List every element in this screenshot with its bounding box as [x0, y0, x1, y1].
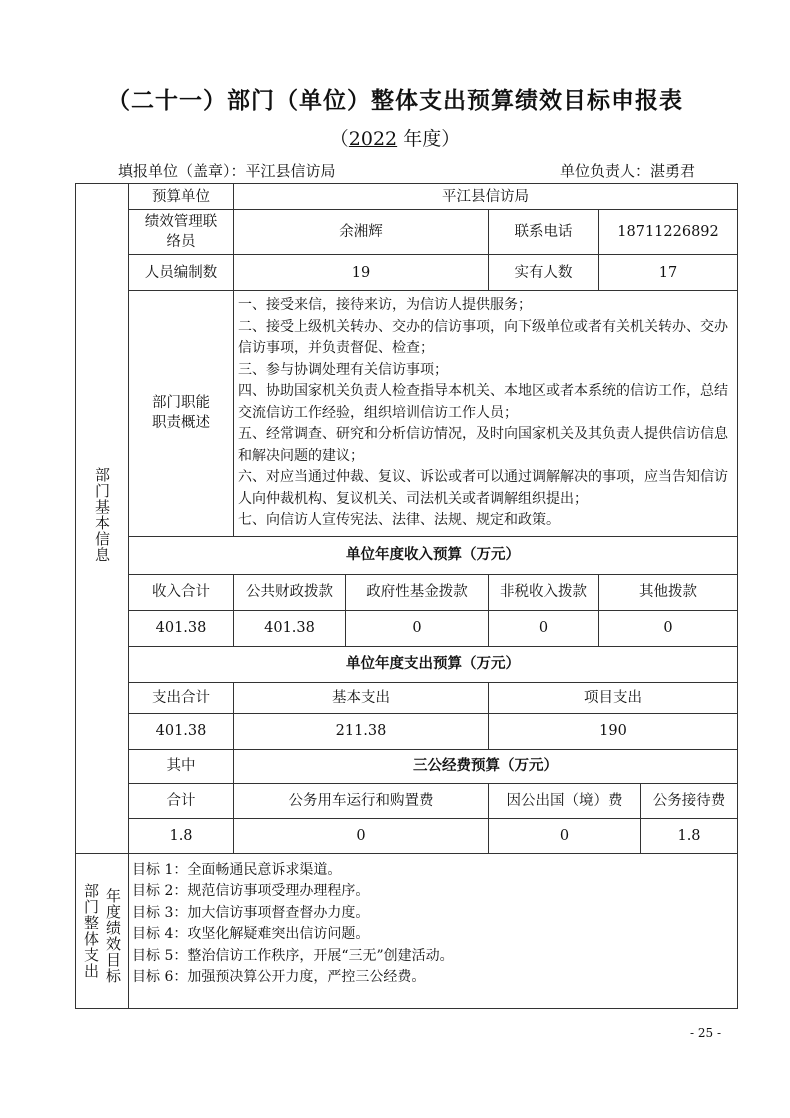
expense-label: 项目支出 [489, 682, 738, 713]
expense-label: 支出合计 [129, 682, 234, 713]
table-row [76, 783, 738, 818]
budget-table [75, 183, 738, 1009]
three-value: 1.8 [129, 818, 234, 853]
year-line [0, 124, 790, 151]
three-label: 合计 [129, 783, 234, 818]
goals-section-label [76, 853, 129, 1008]
three-value: 0 [234, 818, 489, 853]
table-row [76, 713, 738, 749]
income-value: 401.38 [129, 610, 234, 646]
page-number: - 25 - [690, 1026, 722, 1040]
among-label: 其中 [129, 749, 234, 783]
three-value: 1.8 [641, 818, 738, 853]
income-value: 0 [346, 610, 489, 646]
three-value: 0 [489, 818, 641, 853]
table-row [76, 536, 738, 574]
budget-unit-value: 平江县信访局 [234, 184, 738, 210]
expense-value: 211.38 [234, 713, 489, 749]
income-label: 非税收入拨款 [489, 574, 599, 610]
table-row [76, 184, 738, 210]
goal-item: 目标 6：加强预决算公开力度，严控三公经费。 [132, 969, 426, 985]
duty-item: 五、经常调查、研究和分析信访情况，及时向国家机关及其负责人提供信访信息和解决问题的建议； [238, 426, 728, 464]
income-header: 单位年度收入预算（万元） [129, 536, 738, 574]
goals-label-text: 年度绩效目标 [104, 887, 122, 984]
staff-quota-value: 19 [234, 255, 489, 291]
goal-item: 目标 1：全面畅通民意诉求渠道。 [132, 861, 342, 878]
contact-label: 绩效管理联络员 [129, 210, 234, 255]
income-label: 其他拨款 [599, 574, 738, 610]
duty-item: 一、接受来信，接待来访，为信访人提供服务； [238, 297, 532, 313]
goal-item: 目标 3：加大信访事项督查督办力度。 [132, 904, 370, 921]
contact-value: 余湘辉 [234, 210, 489, 255]
income-label: 收入合计 [129, 574, 234, 610]
table-row [76, 682, 738, 713]
three-label: 公务用车运行和购置费 [234, 783, 489, 818]
duty-item: 三、参与协调处理有关信访事项； [238, 361, 448, 378]
table-row [76, 610, 738, 646]
year-suffix: 年度） [397, 128, 461, 150]
goals-list [129, 853, 738, 1008]
section-basic-label [76, 184, 129, 854]
table-row [76, 646, 738, 682]
income-label: 政府性基金拨款 [346, 574, 489, 610]
staff-quota-label: 人员编制数 [129, 255, 234, 291]
goal-item: 目标 2：规范信访事项受理办理程序。 [132, 883, 370, 899]
duty-item: 七、向信访人宣传宪法、法律、法规、规定和政策。 [238, 512, 560, 528]
income-value: 401.38 [234, 610, 346, 646]
page-title: （二十一）部门（单位）整体支出预算绩效目标申报表 [107, 88, 683, 114]
three-public-header: 三公经费预算（万元） [234, 749, 738, 783]
phone-value: 18711226892 [599, 210, 738, 255]
year-prefix: （ [329, 128, 349, 150]
expense-header: 单位年度支出预算（万元） [129, 646, 738, 682]
income-value: 0 [599, 610, 738, 646]
three-label: 因公出国（境）费 [489, 783, 641, 818]
duty-item: 六、对应当通过仲裁、复议、诉讼或者可以通过调解解决的事项，应当告知信访人向仲裁机构、复议机关、司法机关或者调解组织提出； [238, 469, 728, 507]
staff-actual-label: 实有人数 [489, 255, 599, 291]
income-value: 0 [489, 610, 599, 646]
budget-unit-label: 预算单位 [129, 184, 234, 210]
staff-actual-value: 17 [599, 255, 738, 291]
goals-section-text: 部门整体支出 [82, 882, 100, 979]
expense-label: 基本支出 [234, 682, 489, 713]
expense-value: 190 [489, 713, 738, 749]
table-row [76, 574, 738, 610]
section-basic-text: 部门基本信息 [93, 467, 111, 564]
duty-item: 四、协助国家机关负责人检查指导本机关、本地区或者本系统的信访工作，总结交流信访工作经验，组织培训信访工作人员； [238, 383, 728, 421]
goal-item: 目标 4：攻坚化解疑难突出信访问题。 [132, 926, 370, 942]
table-row [76, 291, 738, 537]
income-label: 公共财政拨款 [234, 574, 346, 610]
expense-value: 401.38 [129, 713, 234, 749]
goal-item: 目标 5：整治信访工作秩序，开展“三无”创建活动。 [132, 947, 454, 964]
three-label: 公务接待费 [641, 783, 738, 818]
filler-unit: 填报单位（盖章）：平江县信访局 [118, 162, 336, 180]
table-row [76, 210, 738, 255]
duty-text [234, 291, 738, 537]
phone-label: 联系电话 [489, 210, 599, 255]
table-row [76, 853, 738, 1008]
table-row [76, 255, 738, 291]
table-row [76, 818, 738, 853]
year-value: 2022 [348, 128, 398, 150]
unit-responsible: 单位负责人：湛勇君 [559, 162, 695, 180]
duty-label: 部门职能职责概述 [129, 291, 234, 537]
duty-item: 二、接受上级机关转办、交办的信访事项，向下级单位或者有关机关转办、交办信访事项，并负责督促、检查； [238, 318, 728, 356]
table-row [76, 749, 738, 783]
